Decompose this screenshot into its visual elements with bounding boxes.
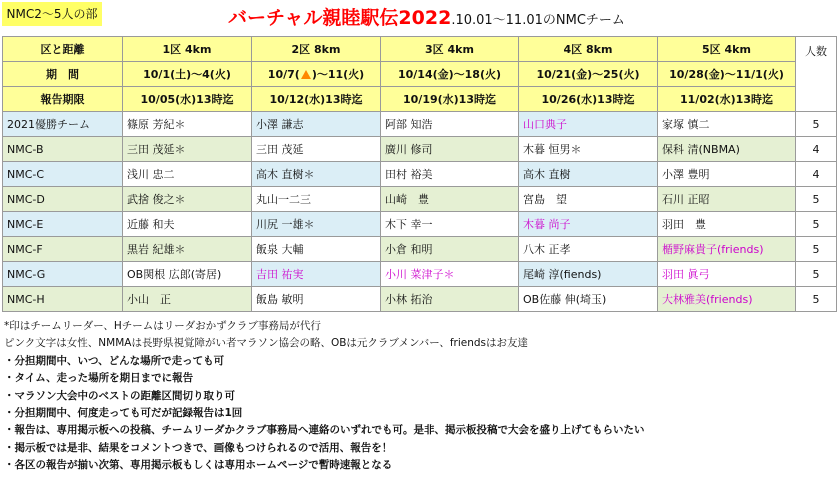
member-cell: 三田 茂延: [252, 137, 381, 162]
team-name: NMC-D: [3, 187, 123, 212]
member-cell: 羽田 眞弓: [658, 262, 796, 287]
label-deadline: 報告期限: [3, 87, 123, 112]
team-row: [3, 237, 837, 262]
member-count: 5: [796, 112, 837, 137]
member-count: 5: [796, 287, 837, 312]
note-line: ピンク文字は女性、NMMAは長野県視覚障がい者マラソン協会の略、OBは元クラブメンバー、friendsはお友達: [4, 337, 529, 350]
deadline-3: 10/19(水)13時迄: [381, 87, 519, 112]
period-4: 10/21(金)〜25(火): [519, 62, 658, 87]
label-period: 期 間: [3, 62, 123, 87]
member-cell: 小川 菜津子＊: [381, 262, 519, 287]
period-2: [252, 62, 381, 87]
member-cell: 小澤 豊明: [658, 162, 796, 187]
period-5: 10/28(金)〜11/1(火): [658, 62, 796, 87]
member-cell: 山口典子: [519, 112, 658, 137]
member-cell: 小倉 和明: [381, 237, 519, 262]
team-name: 2021優勝チーム: [3, 112, 123, 137]
section-3: 3区 4km: [381, 37, 519, 62]
member-cell: 高木 直樹＊: [252, 162, 381, 187]
note-line: ・報告は、専用掲示板への投稿、チームリーダかクラブ事務局へ連絡のいずれでも可。是非、掲示板投稿で大会を盛り上げてもらいたい: [4, 424, 645, 437]
member-count: 4: [796, 162, 837, 187]
period-2-end: )〜11(火): [311, 68, 365, 81]
member-cell: 丸山一二三: [252, 187, 381, 212]
header-row-periods: [3, 62, 837, 87]
member-count: 4: [796, 137, 837, 162]
team-row: [3, 262, 837, 287]
member-cell: 尾崎 淳(fiends): [519, 262, 658, 287]
member-cell: OB佐藤 伸(埼玉): [519, 287, 658, 312]
member-cell: 木暮 尚子: [519, 212, 658, 237]
member-cell: 八木 正孝: [519, 237, 658, 262]
team-row: [3, 187, 837, 212]
member-cell: 小山 正: [123, 287, 252, 312]
team-row: [3, 287, 837, 312]
team-table: [2, 36, 837, 312]
team-name: NMC-B: [3, 137, 123, 162]
period-1: 10/1(土)〜4(火): [123, 62, 252, 87]
member-count: 5: [796, 237, 837, 262]
member-count: 5: [796, 262, 837, 287]
member-cell: 楯野麻貴子(friends): [658, 237, 796, 262]
member-cell: 大林雅美(friends): [658, 287, 796, 312]
member-cell: 羽田 豊: [658, 212, 796, 237]
member-cell: 飯島 敏明: [252, 287, 381, 312]
deadline-5: 11/02(水)13時迄: [658, 87, 796, 112]
team-name: NMC-G: [3, 262, 123, 287]
member-cell: 宮島 望: [519, 187, 658, 212]
member-cell: 家塚 慎二: [658, 112, 796, 137]
team-row: [3, 212, 837, 237]
team-name: NMC-C: [3, 162, 123, 187]
notes: [4, 318, 836, 475]
title-main: バーチャル親睦駅伝2022: [228, 7, 452, 29]
title-sub: .10.01〜11.01のNMCチーム: [451, 13, 625, 28]
team-name: NMC-E: [3, 212, 123, 237]
member-cell: 三田 茂延＊: [123, 137, 252, 162]
note-line: ・分担期間中、何度走っても可だが記録報告は1回: [4, 406, 243, 419]
section-5: 5区 4km: [658, 37, 796, 62]
member-cell: 木暮 恒男＊: [519, 137, 658, 162]
member-cell: 武捨 俊之＊: [123, 187, 252, 212]
team-row: [3, 137, 837, 162]
deadline-2: 10/12(水)13時迄: [252, 87, 381, 112]
member-count: 5: [796, 187, 837, 212]
member-cell: 飯泉 大輔: [252, 237, 381, 262]
header-row-deadlines: [3, 87, 837, 112]
member-cell: 川尻 一雄＊: [252, 212, 381, 237]
member-cell: 近藤 和夫: [123, 212, 252, 237]
count-header: 人数: [796, 37, 837, 112]
member-cell: 篠原 芳紀＊: [123, 112, 252, 137]
team-name: NMC-F: [3, 237, 123, 262]
member-cell: 田村 裕美: [381, 162, 519, 187]
note-line: ・マラソン大会中のベストの距離区間切り取り可: [4, 389, 235, 402]
deadline-1: 10/05(水)13時迄: [123, 87, 252, 112]
note-line: ・各区の報告が揃い次第、専用掲示板もしくは専用ホームページで暫時速報となる: [4, 459, 393, 472]
note-line: *印はチームリーダー、Hチームはリーダおかずクラブ事務局が代行: [4, 320, 321, 332]
section-4: 4区 8km: [519, 37, 658, 62]
team-row: [3, 162, 837, 187]
deadline-4: 10/26(水)13時迄: [519, 87, 658, 112]
member-cell: 石川 正昭: [658, 187, 796, 212]
member-cell: 廣川 修司: [381, 137, 519, 162]
period-2-start: 10/7(: [267, 68, 300, 81]
member-cell: 小澤 謙志: [252, 112, 381, 137]
member-cell: 山崎 豊: [381, 187, 519, 212]
page-title: [228, 3, 625, 27]
member-cell: 高木 直樹: [519, 162, 658, 187]
member-cell: 浅川 忠二: [123, 162, 252, 187]
member-cell: 黒岩 紀雄＊: [123, 237, 252, 262]
note-line: ・タイム、走った場所を期日までに報告: [4, 372, 194, 385]
member-cell: 木下 幸一: [381, 212, 519, 237]
member-cell: OB関根 広郎(寄居): [123, 262, 252, 287]
member-count: 5: [796, 212, 837, 237]
member-cell: 吉田 祐実: [252, 262, 381, 287]
section-1: 1区 4km: [123, 37, 252, 62]
member-cell: 保科 清(NBMA): [658, 137, 796, 162]
member-cell: 小林 拓治: [381, 287, 519, 312]
note-line: ・掲示板では是非、結果をコメントつきで、画像もつけられるので活用、報告を！: [4, 441, 393, 454]
category-badge: NMC2〜5人の部: [2, 2, 102, 26]
traffic-cone-icon: [301, 70, 311, 79]
team-name: NMC-H: [3, 287, 123, 312]
label-section: 区と距離: [3, 37, 123, 62]
section-2: 2区 8km: [252, 37, 381, 62]
header-row-sections: [3, 37, 837, 62]
member-cell: 阿部 知浩: [381, 112, 519, 137]
note-line: ・分担期間中、いつ、どんな場所で走っても可: [4, 354, 225, 367]
period-3: 10/14(金)〜18(火): [381, 62, 519, 87]
team-row: [3, 112, 837, 137]
